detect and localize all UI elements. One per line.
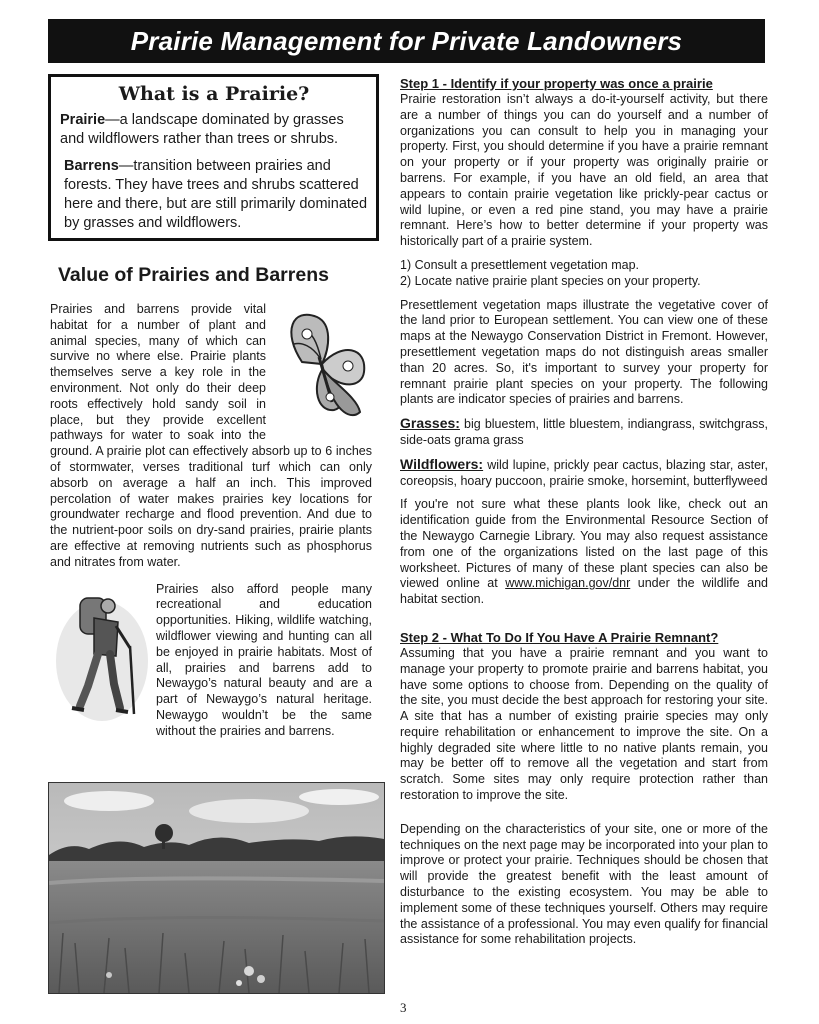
grasses-text: big bluestem, little bluestem, indiangrass, switchgrass, side-oats grama grass — [400, 417, 768, 447]
prairie-photo — [48, 782, 385, 994]
steps-column — [400, 76, 768, 956]
step2-paragraph-1: Assuming that you have a prairie remnant and you want to manage your property to promote prairie and barrens habitat, you have some options to choose from. Depending on the quality of the site, you must decide the best approach for restoring your site. A site that has a number of existing prairie species may only require rehabilitation or enhancement to improve the site. On a highly degraded site where little to no native plants remain, you may be better off to remove all the vegetation and start from scratch. Some sites may only require protection rather than restoration to improve the site. — [400, 645, 768, 803]
value-section-body — [50, 302, 372, 751]
page-number: 3 — [400, 1000, 407, 1015]
step1-maps-paragraph: Presettlement vegetation maps illustrate the vegetative cover of the land prior to European settlement. You can view one of these maps at the Newaygo Conservation District in Fremont. However, presettlement vegetation maps do not distinguish areas smaller than 20 acres. So, it's important to survey your property for remnant prairie plant species on your property. The following plants are indicator species of prairies and barrens. — [400, 297, 768, 407]
barrens-def-text: —transition between prairies and forests. They have trees and shrubs scattered here and there, but are still primarily dominated by grasses and wildflowers. — [64, 158, 368, 231]
value-paragraph-1: Prairies and barrens provide vital habitat for a number of plant and animal species, many of which can survive no where else. Prairie plants themselves serve a key role in the environment. Not only do their deep roots effectively hold sandy soil in place, but they provide excellent pathways for water to soak into the ground. A prairie plot can effectively absorb up to 6 inches of stormwater, verses traditional turf which can only absorb on average a half an inch. This improved percolation of water makes prairies key locations for groundwater recharge and flood prevention. And due to the nutrient-poor soils on dry-sand prairies, prairie plants are effective at removing nutrients such as phosphorus and nitrates from water. — [50, 302, 372, 569]
definition-box — [48, 74, 379, 241]
barrens-definition — [60, 157, 368, 233]
list-item: 2) Locate native prairie plant species on your property. — [400, 273, 701, 288]
grasses-label: Grasses: — [400, 415, 460, 432]
wildflowers-text: wild lupine, prickly pear cactus, blazing star, aster, coreopsis, hoary puccoon, prairie smoke, horsemint, butterflyweed — [400, 457, 768, 488]
barrens-term: Barrens — [64, 158, 119, 174]
prairie-definition — [60, 111, 368, 149]
step1-heading: Step 1 - Identify if your property was once a prairie — [400, 76, 713, 91]
step1-guide-paragraph — [400, 497, 768, 608]
dnr-link[interactable]: www.michigan.gov/dnr — [505, 576, 631, 591]
wildflowers-paragraph — [400, 457, 768, 490]
page-title: Prairie Management for Private Landowners — [130, 25, 683, 56]
prairie-term: Prairie — [60, 112, 106, 128]
step2-paragraph-2: Depending on the characteristics of your site, one or more of the techniques on the next page may be incorporated into your plan to improve or protect your prairie. Techniques should be chosen that will provide the greatest benefit with the least amount of disturbance to the existing ecosystem. You may be able to implement some of these techniques yourself. Others may require the assistance of a professional. You may even qualify for financial assistance for some rehabilitation projects. — [400, 821, 768, 947]
butterfly-illustration — [272, 302, 372, 430]
prairie-landscape-image — [49, 783, 384, 993]
value-heading: Value of Prairies and Barrens — [58, 264, 329, 286]
step1-intro: Prairie restoration isn’t always a do-it-yourself activity, but there are a number of things you can do yourself and a number of organizations you can consult to help you in managing your property. First, you should determine if you have a prairie remnant on your property or if your property was originally prairie or barrens. For example, if you have an old field, an area that appears to contain prairie vegetation like prickly-pear cactus or wild lupine, or even a red pine stand, you may have a prairie remnant. Here’s how to better determine if your property was historically part of a prairie system. — [400, 92, 768, 249]
grasses-paragraph — [400, 416, 768, 449]
step2-heading: Step 2 - What To Do If You Have A Prairie Remnant? — [400, 629, 719, 645]
hiker-illustration — [50, 586, 150, 726]
value-paragraph-2: Prairies also afford people many recreational and education opportunities. Hiking, wildlife watching, wildflower viewing and hunting can all be enjoyed in prairie habitats. Most of all, prairies and barrens add to Newaygo’s natural beauty and are a part of Newaygo’s natural heritage. Newaygo wouldn’t be the same without the prairies and barrens. — [156, 581, 372, 738]
guide-text-b: under the wildlife and habitat section. — [400, 576, 768, 607]
page-title-bar — [48, 19, 765, 63]
wildflowers-label: Wildflowers: — [400, 455, 484, 472]
step1-list — [400, 258, 768, 290]
prairie-def-text: —a landscape dominated by grasses and wildflowers rather than trees or shrubs. — [60, 112, 344, 147]
guide-text-a: If you're not sure what these plants look like, check out an identification guide from the Environmental Resource Section of the Newaygo Carnegie Library. You may also request assistance from one of the organizations listed on the last page of this worksheet. Pictures of many of these plant species can also be viewed online at — [400, 497, 768, 591]
definition-heading: What is a Prairie? — [118, 83, 310, 105]
list-item: 1) Consult a presettlement vegetation map. — [400, 257, 640, 272]
